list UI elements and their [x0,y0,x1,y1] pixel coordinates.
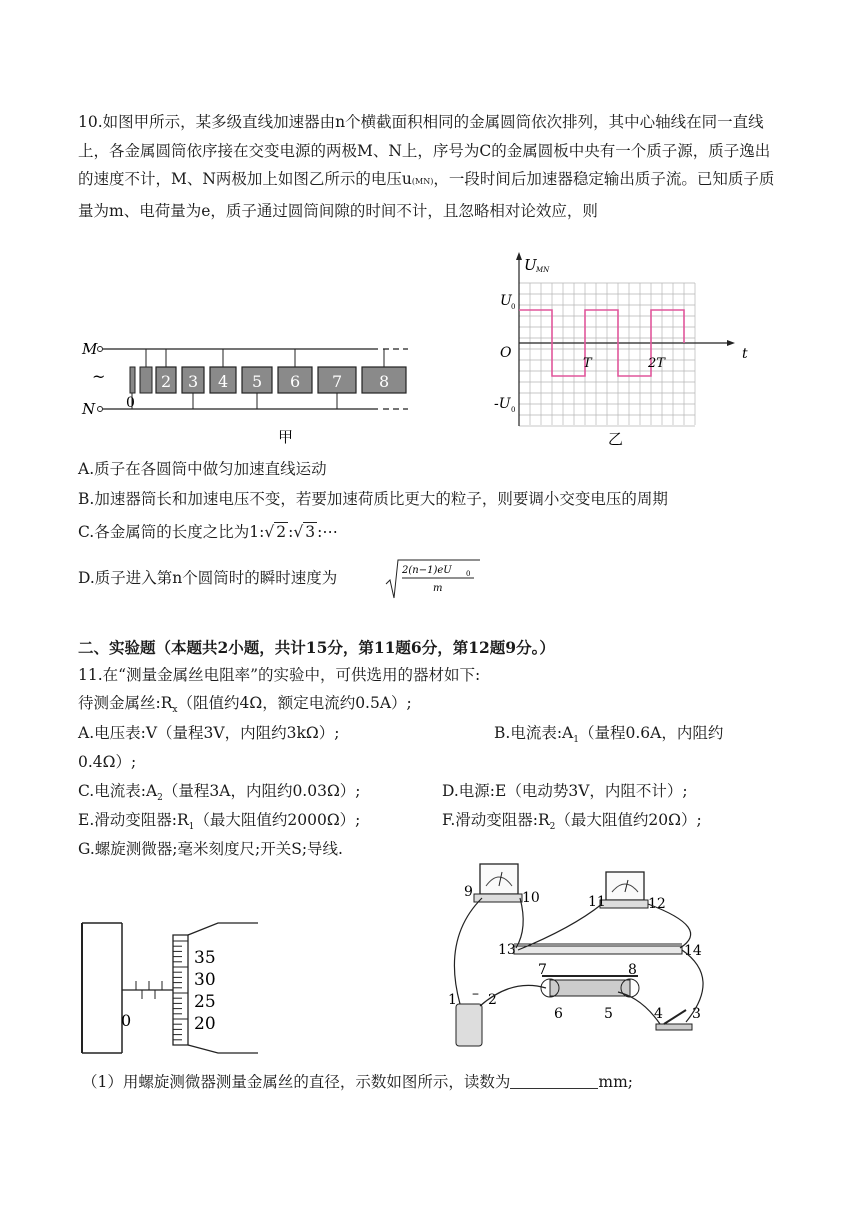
q11-item-f: F.滑动变阻器$:R_2$（最大阻值约20Ω）; [442,811,702,833]
thimble-mark-35: 35 [194,948,216,968]
svg-text:8: 8 [628,962,637,978]
q11-item-a: A.电压表:V（量程3V，内阻约3kΩ）; [78,724,340,742]
graph-y-label: U [524,256,537,274]
answer-blank[interactable] [510,1072,598,1089]
svg-text:1: 1 [448,992,457,1008]
q11-item-g: G.螺旋测微器;毫米刻度尺;开关S;导线. [78,840,343,858]
q11-item-b: B.电流表$:A_1$（量程0.6A，内阻约 [494,724,724,746]
figure-a-caption: 甲 [278,428,294,446]
period-2t-label: 2T [648,356,665,371]
period-t-label: T [583,356,592,371]
q11-subquestion-1: （1）用螺旋测微器测量金属丝的直径，示数如图所示，读数为 mm; [82,1073,633,1091]
svg-text:–: – [472,986,479,1002]
option-d: D.质子进入第n个圆筒时的瞬时速度为 [78,569,338,587]
tube-label: 6 [290,372,301,391]
section-2-heading: 二、实验题（本题共2小题，共计15分，第11题6分，第12题9分。） [78,638,555,657]
svg-text:0: 0 [511,303,516,311]
graph-x-label: t [742,346,748,362]
ammeter-icon [606,872,644,900]
tube-label: 8 [379,372,390,391]
thimble-mark-30: 30 [194,970,216,990]
question-10-text: 10.如图甲所示，某多级直线加速器由n个横截面积相同的金属圆筒依次排列，其中心轴线在同一直线上，各金属圆筒依序接在交变电源的两极M、N上，序号为C的金属圆板中央有一个质子源，质子逸出的速度不计，M、N两极加上如图乙所示的电压u(MN)，一段时间后加速器稳定输出质子流。已知质子质量为m、电荷量为e，质子通过圆筒间隙的时间不计，且忽略相对论效应，则 [78,113,775,220]
svg-text:0: 0 [466,570,471,578]
pole-m-label: M [82,340,98,358]
svg-text:11: 11 [588,894,606,910]
circuit-apparatus-figure [442,858,732,1058]
svg-text:3: 3 [692,1006,701,1022]
voltage-graph [492,250,764,450]
pole-n-label: N [82,400,96,418]
svg-text:13: 13 [498,942,516,958]
svg-text:14: 14 [684,943,702,959]
svg-text:7: 7 [538,962,547,978]
q11-intro: 11.在“测量金属丝电阻率”的实验中，可供选用的器材如下: [78,666,481,684]
rheostat-icon [550,980,630,996]
micrometer-zero: 0 [121,1011,132,1030]
option-d-formula [384,556,484,600]
plate-zero-label: 0 [126,395,135,411]
u0-label: U [500,293,512,309]
svg-text:12: 12 [648,896,666,912]
battery-icon [456,1004,482,1046]
option-a: A.质子在各圆筒中做匀加速直线运动 [78,460,327,478]
accelerator-figure [78,330,418,448]
option-c: C.各金属筒的长度之比为1:√ 2 :√ 3 :⋯ [78,523,338,541]
switch-icon [656,1024,692,1030]
option-b: B.加速器筒长和加速电压不变，若要加速荷质比更大的粒子，则要调小交变电压的周期 [78,490,668,508]
thimble-mark-20: 20 [194,1014,216,1034]
micrometer-figure [78,915,278,1055]
q11-item-e: E.滑动变阻器$:R_1$（最大阻值约2000Ω）; [78,811,361,833]
svg-text:m: m [433,583,443,594]
figure-b-caption: 乙 [608,430,624,448]
svg-text:2: 2 [488,992,497,1008]
tube-label: 5 [252,372,263,391]
tube-label: 2 [161,372,172,391]
svg-text:5: 5 [604,1006,613,1022]
q11-wire: 待测金属丝$:R_x$（阻值约4Ω，额定电流约0.5A）; [78,694,412,716]
svg-text:MN: MN [536,266,550,274]
tube-label: 3 [188,372,199,391]
svg-text:0: 0 [511,406,516,414]
q11-item-d: D.电源:E（电动势3V，内阻不计）; [442,782,688,800]
q11-item-c: C.电流表$:A_2$（量程3A，内阻约0.03Ω）; [78,782,361,804]
svg-text:9: 9 [464,884,473,900]
ac-source-symbol: ~ [92,367,106,386]
thimble-mark-25: 25 [194,992,216,1012]
svg-text:10: 10 [522,890,540,906]
voltmeter-icon [480,864,518,894]
svg-text:6: 6 [554,1006,563,1022]
tube-label: 4 [218,372,229,391]
svg-text:4: 4 [654,1006,663,1022]
origin-label: O [500,345,512,361]
neg-u0-label: -U [494,396,511,412]
tube-label: 7 [332,372,343,391]
q11-item-b-cont: 0.4Ω）; [78,753,137,771]
svg-text:2(n−1)eU: 2(n−1)eU [402,565,452,576]
